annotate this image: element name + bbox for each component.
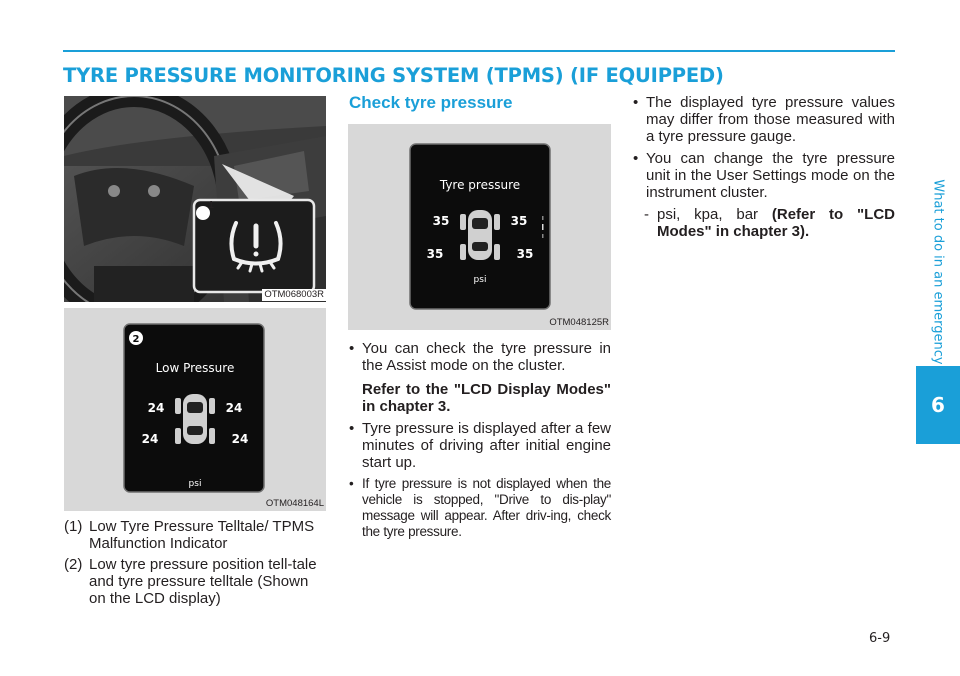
figure-code: OTM048125R (549, 317, 609, 328)
pressure-front-left: 24 (147, 401, 165, 415)
list-number: (2) (64, 556, 83, 573)
list-text: Low Tyre Pressure Telltale/ TPMS Malfunction Indicator (89, 518, 315, 552)
section-heading: Check tyre pressure (349, 93, 513, 112)
bullet-item (633, 94, 895, 145)
left-list (64, 518, 326, 611)
chapter-number-box: 6 (916, 366, 960, 444)
bullet-text: If tyre pressure is not displayed when the vehicle is stopped, "Drive to dis-play" message will appear. After driv-ing, check the tyre pressure. (362, 476, 611, 539)
figure-code: OTM048164L (265, 498, 324, 509)
pressure-unit: psi (473, 275, 487, 285)
bullet-text: The displayed tyre pressure values may differ from those measured with a tyre pressure gauge. (646, 94, 895, 145)
bullet-text: You can change the tyre pressure unit in the User Settings mode on the instrument cluster. (646, 150, 895, 201)
middle-bullets (349, 340, 611, 545)
lcd-tyre-pressure-screen (348, 124, 611, 330)
figure-tyre-pressure-lcd (348, 124, 611, 330)
marker-2: 2 (132, 334, 140, 345)
bullet-item (349, 476, 611, 540)
dashboard-photo (64, 96, 326, 302)
right-bullets (633, 94, 895, 240)
figure-low-pressure-lcd (64, 308, 326, 511)
bullet-item (633, 150, 895, 201)
lcd-low-pressure-screen (64, 308, 326, 511)
chapter-side-label: What to do in an emergency (930, 179, 946, 365)
list-item (64, 556, 326, 607)
lcd-title: Tyre pressure (439, 178, 521, 192)
lcd-title: Low Pressure (155, 361, 235, 375)
bullet-reference: Refer to the "LCD Display Modes" in chapter 3. (362, 381, 611, 415)
marker-1-label: 1 (208, 200, 214, 211)
list-number: (1) (64, 518, 83, 535)
scroll-indicator (542, 216, 544, 238)
unit-options: psi, kpa, bar (657, 206, 772, 223)
pressure-front-left: 35 (432, 214, 450, 228)
bullet-item (349, 420, 611, 471)
pressure-front-right: 35 (510, 214, 528, 228)
dash-item: - psi, kpa, bar (Refer to "LCD Modes" in chapter 3). (644, 206, 895, 240)
pressure-rear-right: 24 (231, 432, 249, 446)
list-text: Low tyre pressure position tell-tale and tyre pressure telltale (Shown on the LCD display) (89, 556, 317, 607)
bullet-text: Tyre pressure is displayed after a few minutes of driving after initial engine start up. (362, 420, 611, 471)
bullet-text: You can check the tyre pressure in the Assist mode on the cluster. (362, 340, 611, 374)
list-item (64, 518, 326, 552)
figure-code: OTM068003R (264, 289, 324, 300)
pressure-unit: psi (188, 479, 202, 489)
pressure-front-right: 24 (225, 401, 243, 415)
figure-dashboard-telltale (64, 96, 326, 302)
page-title: TYRE PRESSURE MONITORING SYSTEM (TPMS) (IF EQUIPPED) (63, 64, 724, 87)
header-rule (63, 50, 895, 52)
pressure-rear-left: 35 (426, 247, 444, 261)
page-number: 6-9 (869, 631, 891, 646)
pressure-rear-left: 24 (141, 432, 159, 446)
bullet-item (349, 340, 611, 415)
dash-reference: (Refer to "LCD Modes" in chapter 3). (657, 206, 895, 240)
pressure-rear-right: 35 (516, 247, 534, 261)
